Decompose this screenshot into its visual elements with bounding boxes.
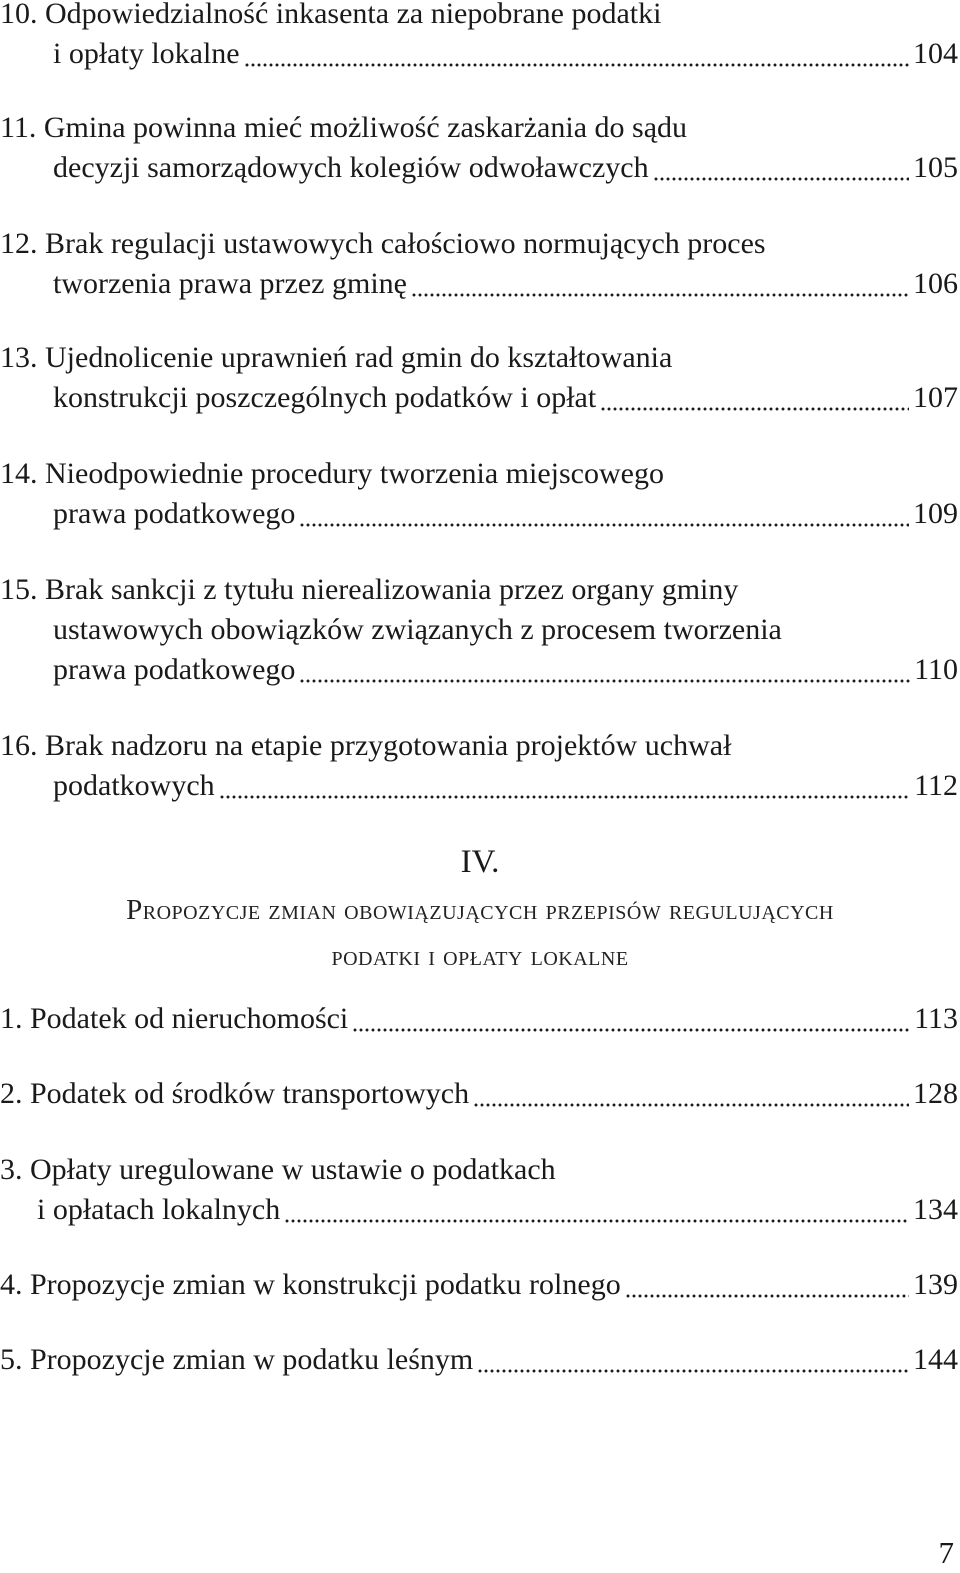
toc-entry-line: [0, 650, 958, 690]
toc-entry[interactable]: [0, 1340, 958, 1380]
toc-entry[interactable]: [0, 1074, 958, 1114]
section-title-line-1: Propozycje zmian obowiązujących przepisów regulujących: [126, 894, 834, 926]
toc-entry-line: [0, 570, 958, 610]
toc-entry-line: [0, 264, 958, 304]
toc-entry[interactable]: [0, 454, 958, 534]
toc-entry-text: i opłaty lokalne: [53, 37, 240, 70]
toc-entry-text: 14. Nieodpowiednie procedury tworzenia miejscowego: [0, 457, 664, 490]
toc-entry-text: i opłatach lokalnych: [37, 1193, 281, 1226]
dot-leader: [473, 1074, 909, 1114]
page-number: 7: [938, 1535, 954, 1570]
toc-entry-line: [0, 494, 958, 534]
dot-leader: [299, 650, 910, 690]
toc-entry-line: [0, 148, 958, 188]
toc-entry-text: 5. Propozycje zmian w podatku leśnym: [0, 1343, 474, 1376]
toc-entry-page-number: 128: [913, 1077, 958, 1110]
toc-entry[interactable]: [0, 0, 958, 74]
toc-entry-page-number: 104: [913, 37, 958, 70]
toc-entry[interactable]: [0, 570, 958, 690]
toc-entry[interactable]: [0, 999, 958, 1039]
toc-entry-line: [0, 1190, 958, 1230]
toc-entry-text: 4. Propozycje zmian w konstrukcji podatku rolnego: [0, 1268, 621, 1301]
toc-entry-text: 11. Gmina powinna mieć możliwość zaskarżania do sądu: [0, 111, 688, 144]
toc-entry-line: [0, 1265, 958, 1305]
toc-entry-page-number: 144: [913, 1343, 958, 1376]
dot-leader: [219, 766, 910, 806]
toc-entry-line: [0, 610, 958, 650]
toc-entry-page-number: 110: [914, 653, 958, 686]
toc-entry-page-number: 106: [913, 267, 958, 300]
toc-entry-line: [0, 766, 958, 806]
dot-leader: [625, 1265, 909, 1305]
toc-entry-text: 15. Brak sankcji z tytułu nierealizowania przez organy gminy: [0, 573, 739, 606]
toc-entry[interactable]: [0, 108, 958, 188]
dot-leader: [600, 378, 909, 418]
toc-entry-page-number: 134: [913, 1193, 958, 1226]
toc-entry-line: [0, 1340, 958, 1380]
dot-leader: [352, 999, 910, 1039]
toc-entry-page-number: 105: [913, 151, 958, 184]
toc-entry-line: [0, 454, 958, 494]
dot-leader: [653, 148, 909, 188]
toc-entry[interactable]: [0, 726, 958, 806]
section-number: IV.: [460, 844, 500, 880]
toc-entry-line: [0, 378, 958, 418]
toc-entry-page-number: 113: [914, 1002, 958, 1035]
dot-leader: [477, 1340, 909, 1380]
toc-entry[interactable]: [0, 1265, 958, 1305]
toc-entry-text: prawa podatkowego: [53, 653, 296, 686]
toc-entry-text: ustawowych obowiązków związanych z procesem tworzenia: [53, 613, 782, 646]
toc-entry-text: 13. Ujednolicenie uprawnień rad gmin do kształtowania: [0, 341, 673, 374]
toc-entry-line: [0, 1074, 958, 1114]
toc-entry-line: [0, 0, 958, 34]
toc-entry-line: [0, 1150, 958, 1190]
toc-entry-line: [0, 726, 958, 766]
toc-entry[interactable]: [0, 1150, 958, 1230]
dot-leader: [284, 1190, 909, 1230]
toc-entry-page-number: 139: [913, 1268, 958, 1301]
toc-entry-page-number: 109: [913, 497, 958, 530]
toc-entry-line: [0, 224, 958, 264]
toc-entry-text: 10. Odpowiedzialność inkasenta za niepobrane podatki: [0, 0, 662, 30]
toc-entry-line: [0, 999, 958, 1039]
toc-entry-text: 12. Brak regulacji ustawowych całościowo normujących proces: [0, 227, 766, 260]
toc-entry-page-number: 112: [914, 769, 958, 802]
toc-entry-text: decyzji samorządowych kolegiów odwoławczych: [53, 151, 649, 184]
toc-entry-text: 16. Brak nadzoru na etapie przygotowania projektów uchwał: [0, 729, 732, 762]
toc-entry-text: podatkowych: [53, 769, 215, 802]
toc-entry-text: prawa podatkowego: [53, 497, 296, 530]
toc-entry[interactable]: [0, 338, 958, 418]
toc-entry-line: [0, 34, 958, 74]
toc-entry-line: [0, 108, 958, 148]
toc-entry-line: [0, 338, 958, 378]
dot-leader: [411, 264, 909, 304]
toc-entry-text: 2. Podatek od środków transportowych: [0, 1077, 470, 1110]
toc-entry-text: 3. Opłaty uregulowane w ustawie o podatkach: [0, 1153, 556, 1186]
dot-leader: [244, 34, 909, 74]
toc-entry-text: 1. Podatek od nieruchomości: [0, 1002, 349, 1035]
section-title-line-2: podatki i opłaty lokalne: [331, 940, 629, 972]
toc-entry[interactable]: [0, 224, 958, 304]
toc-entry-text: tworzenia prawa przez gminę: [53, 267, 407, 300]
toc-entry-text: konstrukcji poszczególnych podatków i opłat: [53, 381, 597, 414]
toc-entry-page-number: 107: [913, 381, 958, 414]
dot-leader: [299, 494, 909, 534]
